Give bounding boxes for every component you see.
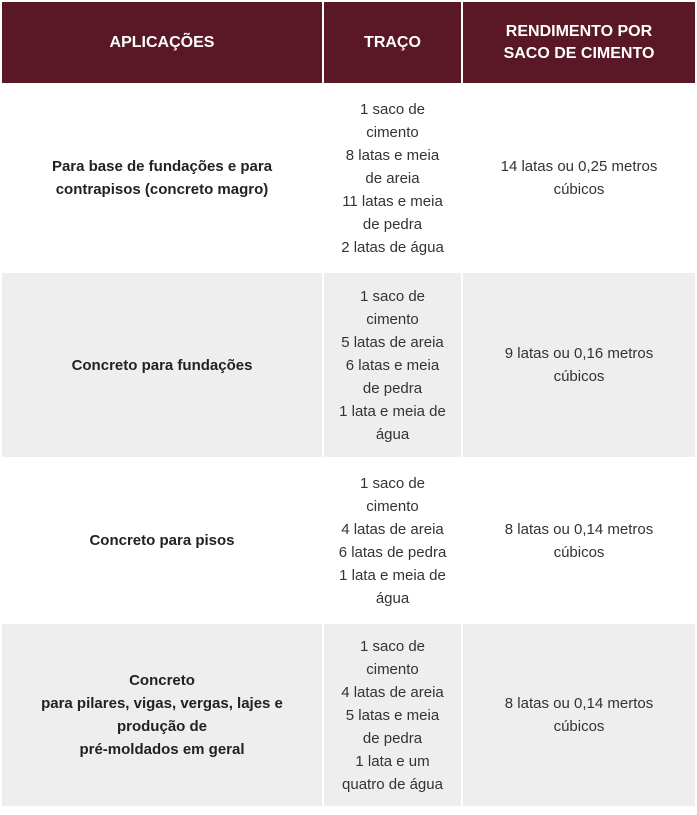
traco-line: água (375, 589, 410, 607)
aplicacao-line: contrapisos (concreto magro) (55, 181, 269, 198)
traco-line: cimento (366, 660, 419, 678)
cell-traco (324, 459, 461, 622)
traco-line: de pedra (362, 379, 423, 397)
cell-traco (324, 273, 461, 457)
table-header-row (2, 2, 695, 83)
traco-line: 8 latas e meia (345, 146, 440, 164)
traco-line: 1 lata e um (355, 752, 430, 770)
traco-line: 5 latas e meia (345, 706, 440, 724)
traco-line: de areia (365, 169, 420, 187)
traco-line: quatro de água (342, 775, 443, 793)
aplicacao-line: pré-moldados em geral (79, 741, 245, 758)
aplicacao-line: Concreto para pisos (89, 532, 235, 549)
aplicacao-line: Concreto para fundações (71, 356, 253, 374)
aplicacao-line: Para base de fundações e para (51, 158, 273, 175)
rendimento-line: 9 latas ou 0,16 metros (504, 345, 654, 362)
traco-line: 1 saco de (359, 287, 426, 305)
rendimento-line: cúbicos (553, 368, 605, 385)
traco-line: 5 latas de areia (341, 333, 444, 351)
cell-aplicacao (2, 85, 322, 271)
traco-line: 1 saco de (359, 637, 426, 655)
rendimento-line: cúbicos (553, 543, 605, 561)
cell-rendimento (463, 273, 695, 457)
cell-rendimento (463, 85, 695, 271)
cell-traco (324, 85, 461, 271)
rendimento-line: cúbicos (553, 181, 605, 198)
cell-rendimento (463, 624, 695, 806)
traco-line: de pedra (362, 215, 423, 233)
traco-line: de pedra (362, 729, 423, 747)
header-aplicacoes: APLICAÇÕES (2, 2, 322, 83)
traco-line: cimento (366, 310, 419, 328)
traco-line: 1 lata e meia de (339, 402, 446, 420)
traco-line: cimento (366, 123, 419, 141)
aplicacao-line: Concreto (129, 672, 195, 689)
aplicacao-line: para pilares, vigas, vergas, lajes e (41, 695, 283, 712)
traco-line: 1 saco de (359, 474, 426, 492)
table-row (2, 273, 695, 457)
cell-aplicacao (2, 273, 322, 457)
rendimento-line: 8 latas ou 0,14 mertos (504, 695, 654, 712)
traco-line: 6 latas de pedra (338, 543, 447, 561)
traco-line: cimento (366, 497, 419, 515)
rendimento-line: 14 latas ou 0,25 metros (500, 158, 658, 175)
traco-line: 1 lata e meia de (339, 566, 446, 584)
header-rendimento-text: RENDIMENTO POR SACO DE CIMENTO (503, 22, 655, 62)
cell-rendimento (463, 459, 695, 622)
header-traco: TRAÇO (324, 2, 461, 83)
table-row (2, 459, 695, 622)
traco-line: 1 saco de (359, 100, 426, 118)
cell-aplicacao (2, 624, 322, 806)
cell-traco (324, 624, 461, 806)
rendimento-line: cúbicos (553, 718, 605, 735)
rendimento-line: 8 latas ou 0,14 metros (504, 520, 654, 538)
traco-line: água (375, 425, 410, 443)
header-rendimento (463, 2, 695, 83)
traco-line: 6 latas e meia (345, 356, 440, 374)
traco-line: 4 latas de areia (341, 520, 444, 538)
table-row (2, 85, 695, 271)
traco-line: 2 latas de água (341, 238, 444, 256)
traco-line: 11 latas e meia (342, 192, 443, 210)
aplicacao-line: produção de (116, 718, 207, 735)
table-row (2, 624, 695, 806)
cell-aplicacao (2, 459, 322, 622)
traco-line: 4 latas de areia (341, 683, 444, 701)
